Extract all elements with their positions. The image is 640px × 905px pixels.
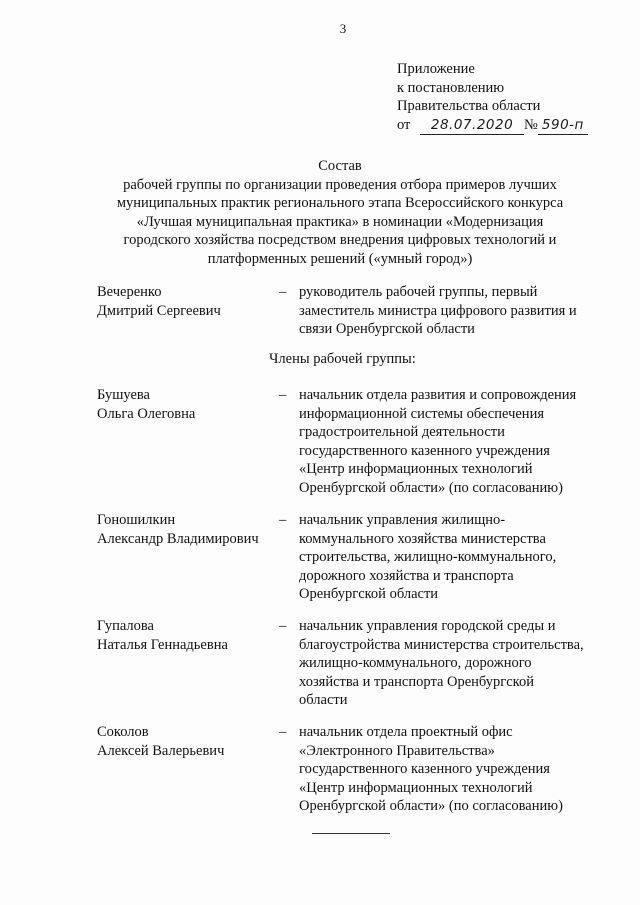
page-number: 3 xyxy=(339,21,347,36)
role-line: дорожного хозяйства и транспорта xyxy=(299,567,514,584)
document-title xyxy=(60,157,620,268)
role-line: начальник управления жилищно- xyxy=(299,512,506,528)
role-line: «Центр информационных технологий xyxy=(299,461,533,477)
member-name xyxy=(97,617,277,654)
member-name xyxy=(97,511,277,548)
role-line: начальник управления городской среды и xyxy=(299,618,556,634)
role-line: жилищно-коммунального, дорожного xyxy=(299,655,532,671)
role-line: заместитель министра цифрового развития и xyxy=(299,302,577,319)
member-surname: Бушуева xyxy=(97,387,150,403)
title-line-3: муниципальных практик регионального этапа Всероссийского конкурса xyxy=(116,195,564,211)
appendix-line-2: к постановлению xyxy=(397,79,505,96)
role-line: руководитель рабочей группы, первый xyxy=(299,284,538,300)
title-line-1: Состав xyxy=(318,158,362,174)
role-line: строительства, жилищно-коммунального, xyxy=(299,549,557,565)
member-surname: Гупалова xyxy=(97,618,154,634)
role-line: Оренбургской области» (по согласованию) xyxy=(299,479,563,496)
title-line-5: городского хозяйства посредством внедрения цифровых технологий и xyxy=(123,232,557,248)
member-dash: – xyxy=(279,724,287,740)
member-name xyxy=(97,723,277,760)
role-line: хозяйства и транспорта Оренбургской xyxy=(299,673,534,690)
member-given-names: Наталья Геннадьевна xyxy=(97,636,228,653)
member-surname: Гоношилкин xyxy=(97,512,176,528)
member-given-names: Александр Владимирович xyxy=(97,530,259,547)
number-prefix: № xyxy=(524,116,538,133)
document-number: 590-п xyxy=(541,116,584,133)
leader-role xyxy=(299,283,599,339)
leader-surname: Вечеренко xyxy=(97,284,162,300)
member-role xyxy=(299,511,599,604)
role-line: коммунального хозяйства министерства xyxy=(299,530,546,547)
member-role xyxy=(299,617,599,710)
member-dash: – xyxy=(279,512,287,528)
appendix-block xyxy=(397,60,627,135)
role-line: «Центр информационных технологий xyxy=(299,779,533,796)
title-line-2: рабочей группы по организации проведения отбора примеров лучших xyxy=(123,176,557,193)
member-dash: – xyxy=(279,618,287,634)
appendix-line-1: Приложение xyxy=(397,61,475,77)
role-line: области xyxy=(299,692,348,708)
role-line: связи Оренбургской области xyxy=(299,321,475,337)
member-dash: – xyxy=(279,387,287,403)
member-role xyxy=(299,723,599,816)
leader-dash: – xyxy=(279,284,287,300)
member-given-names: Ольга Олеговна xyxy=(97,405,196,422)
member-role xyxy=(299,386,599,497)
members-heading: Члены рабочей группы: xyxy=(269,351,416,367)
role-line: начальник отдела развития и сопровождения xyxy=(299,387,577,403)
signing-date-field xyxy=(420,116,524,136)
end-divider xyxy=(312,833,390,834)
member-surname: Соколов xyxy=(97,724,149,740)
role-line: государственного казенного учреждения xyxy=(299,761,550,777)
role-line: градостроительной деятельности xyxy=(299,424,505,440)
member-given-names: Алексей Валерьевич xyxy=(97,742,225,759)
document-number-field xyxy=(538,116,588,136)
role-line: «Электронного Правительства» xyxy=(299,742,495,759)
signing-date: 28.07.2020 xyxy=(430,116,514,133)
appendix-line-3: Правительства области xyxy=(397,98,541,114)
role-line: начальник отдела проектный офис xyxy=(299,724,513,740)
role-line: благоустройства министерства строительства, xyxy=(299,636,584,653)
role-line: Оренбургской области xyxy=(299,586,439,602)
leader-given-names: Дмитрий Сергеевич xyxy=(97,302,221,319)
role-line: информационной системы обеспечения xyxy=(299,405,544,422)
member-name xyxy=(97,386,277,423)
role-line: государственного казенного учреждения xyxy=(299,442,550,459)
title-line-6: платформенных решений («умный город») xyxy=(207,250,473,267)
appendix-date-line xyxy=(397,116,627,136)
leader-name xyxy=(97,283,277,320)
role-line: Оренбургской области» (по согласованию) xyxy=(299,798,563,814)
date-prefix: от xyxy=(397,116,411,133)
title-line-4: «Лучшая муниципальная практика» в номинации «Модернизация xyxy=(136,213,544,230)
